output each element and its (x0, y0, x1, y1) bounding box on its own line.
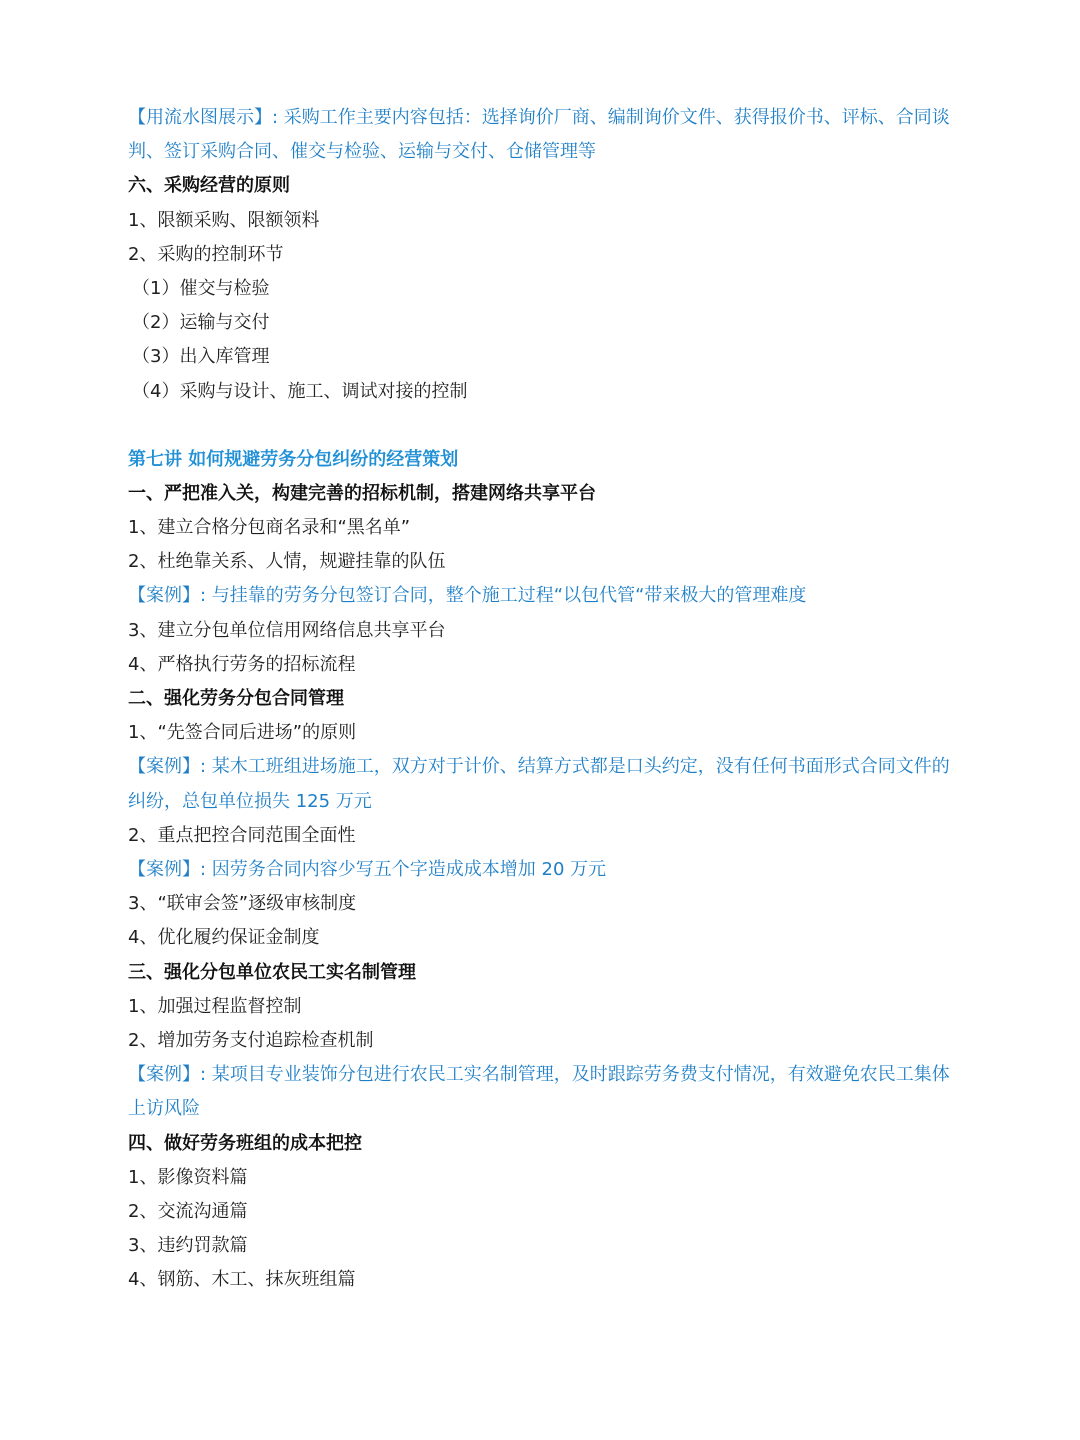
list-item: （3）出入库管理 (132, 346, 270, 368)
section-heading-3: 三、强化分包单位农民工实名制管理 (128, 961, 416, 983)
list-item: 2、杜绝靠关系、人情，规避挂靠的队伍 (128, 551, 446, 573)
list-item: 1、影像资料篇 (128, 1166, 248, 1188)
case-note: 【案例】: 某项目专业装饰分包进行农民工实名制管理，及时跟踪劳务费支付情况，有效避免农民工集体上访风险 (128, 1064, 950, 1120)
list-item: 4、优化履约保证金制度 (128, 927, 320, 949)
document-page (128, 101, 958, 1297)
list-item: 1、“先签合同后进场”的原则 (128, 722, 357, 744)
list-item: （4）采购与设计、施工、调试对接的控制 (132, 380, 468, 402)
case-note: 【案例】: 某木工班组进场施工，双方对于计价、结算方式都是口头约定，没有任何书面形式合同文件的纠纷，总包单位损失 125 万元 (128, 756, 950, 812)
spacer (128, 409, 958, 443)
list-item: 4、钢筋、木工、抹灰班组篇 (128, 1269, 356, 1291)
list-item: 3、建立分包单位信用网络信息共享平台 (128, 619, 446, 641)
list-item: 4、严格执行劳务的招标流程 (128, 653, 356, 675)
list-item: 2、交流沟通篇 (128, 1200, 248, 1222)
list-item: 1、限额采购、限额领料 (128, 209, 320, 231)
list-item: （2）运输与交付 (132, 312, 270, 334)
list-item: 2、增加劳务支付追踪检查机制 (128, 1029, 374, 1051)
lecture-title: 第七讲 如何规避劳务分包纠纷的经营策划 (128, 448, 459, 470)
list-item: 2、重点把控合同范围全面性 (128, 824, 356, 846)
section-heading-2: 二、强化劳务分包合同管理 (128, 688, 344, 710)
section-heading-4: 四、做好劳务班组的成本把控 (128, 1132, 362, 1154)
case-note: 【案例】: 与挂靠的劳务分包签订合同，整个施工过程“以包代管“带来极大的管理难度 (128, 585, 807, 607)
list-item: 1、加强过程监督控制 (128, 995, 302, 1017)
list-item: 2、采购的控制环节 (128, 243, 284, 265)
section-heading-1: 一、严把准入关，构建完善的招标机制，搭建网络共享平台 (128, 482, 596, 504)
list-item: 1、建立合格分包商名录和“黑名单” (128, 517, 411, 539)
list-item: （1）催交与检验 (132, 277, 270, 299)
case-note: 【案例】: 因劳务合同内容少写五个字造成成本增加 20 万元 (128, 859, 607, 880)
section-heading-purchase-principles: 六、采购经营的原则 (128, 175, 290, 197)
list-item: 3、违约罚款篇 (128, 1235, 248, 1257)
list-item: 3、“联审会签”逐级审核制度 (128, 893, 357, 915)
flow-chart-note: 【用流水图展示】: 采购工作主要内容包括：选择询价厂商、编制询价文件、获得报价书、评标、合同谈判、签订采购合同、催交与检验、运输与交付、仓储管理等 (128, 107, 950, 163)
